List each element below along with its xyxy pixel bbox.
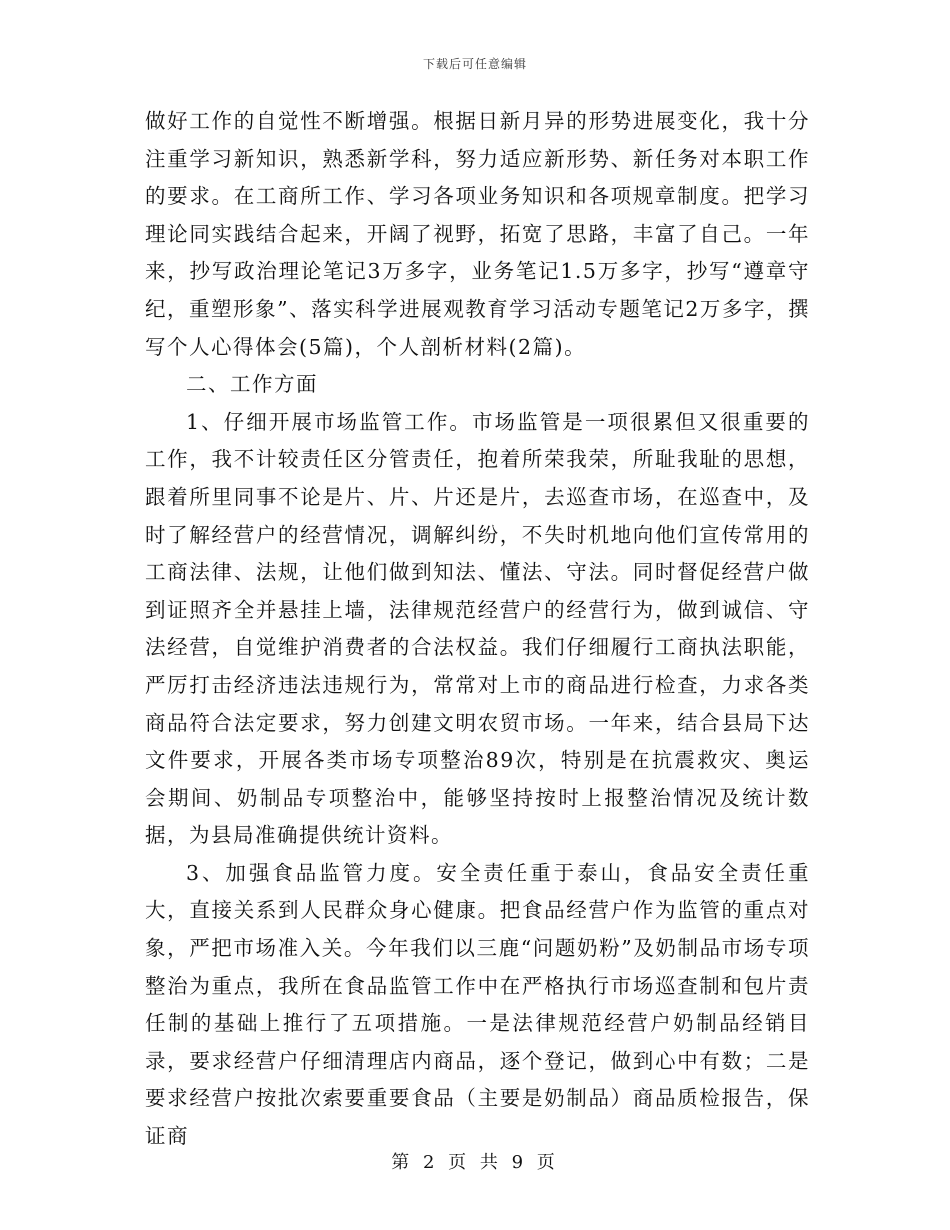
document-body <box>145 103 810 1156</box>
page-header: 下载后可任意编辑 <box>422 57 527 71</box>
section-heading-work: 二、工作方面 <box>186 372 318 397</box>
paragraph-market-supervision: 1、仔细开展市场监管工作。市场监管是一项很累但又很重要的工作，我不计较责任区分管责任，抱着所荣我荣，所耻我耻的思想，跟着所里同事不论是片、片、片还是片，去巡查市场，在巡查中，及时了解经营户的经营情况，调解纠纷，不失时机地向他们宣传常用的工商法律、法规，让他们做到知法、懂法、守法。同时督促经营户做到证照齐全并悬挂上墙，法律规范经营户的经营行为，做到诚信、守法经营，自觉维护消费者的合法权益。我们仔细履行工商执法职能，严厉打击经济违法违规行为，常常对上市的商品进行检查，力求各类商品符合法定要求，努力创建文明农贸市场。一年来，结合县局下达文件要求，开展各类市场专项整治89次，特别是在抗震救灾、奥运会期间、奶制品专项整治中，能够坚持按时上报整治情况及统计数据，为县局准确提供统计资料。 <box>145 409 810 848</box>
page-number: 第 2 页 共 9 页 <box>391 1152 559 1173</box>
paragraph-food-supervision: 3、加强食品监管力度。安全责任重于泰山，食品安全责任重大，直接关系到人民群众身心健康。把食品经营户作为监管的重点对象，严把市场准入关。今年我们以三鹿“问题奶粉”及奶制品市场专项整治为重点，我所在食品监管工作中在严格执行市场巡查制和包片责任制的基础上推行了五项措施。一是法律规范经营户奶制品经销目录，要求经营户仔细清理店内商品，逐个登记，做到心中有数；二是要求经营户按批次索要重要食品（主要是奶制品）商品质检报告，保证商 <box>145 860 810 1149</box>
paragraph-continuation: 做好工作的自觉性不断增强。根据日新月异的形势进展变化，我十分注重学习新知识，熟悉新学科，努力适应新形势、新任务对本职工作的要求。在工商所工作、学习各项业务知识和各项规章制度。把学习理论同实践结合起来，开阔了视野，拓宽了思路，丰富了自己。一年来，抄写政治理论笔记3万多字，业务笔记1.5万多字，抄写“遵章守纪，重塑形象”、落实科学进展观教育学习活动专题笔记2万多字，撰写个人心得体会(5篇)，个人剖析材料(2篇)。 <box>145 109 810 359</box>
